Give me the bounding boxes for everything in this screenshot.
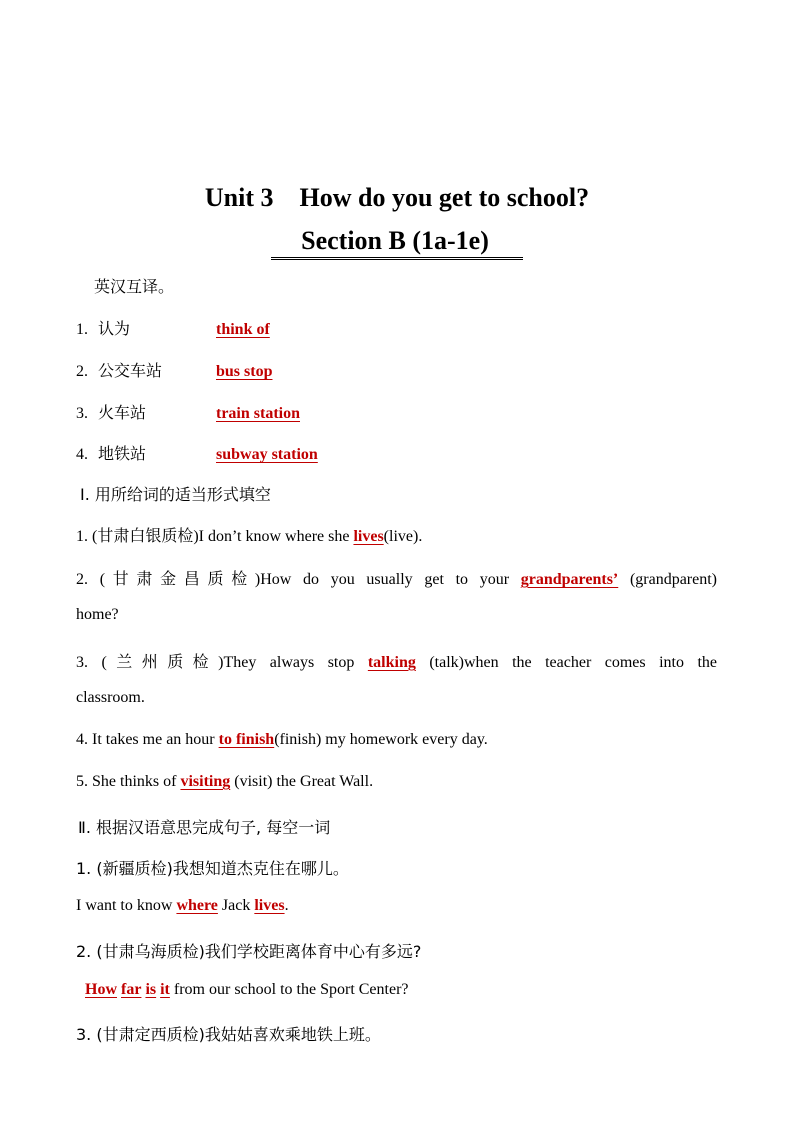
answer: it	[160, 981, 170, 998]
sentence-text: Jack	[217, 897, 255, 914]
vocab-num: 4.	[76, 446, 88, 463]
question-hint: (grandparent)	[618, 571, 718, 588]
answer: where	[176, 897, 218, 914]
answer: far	[121, 981, 142, 998]
part2-question-1-source: 1. (新疆质检)我想知道杰克住在哪儿。	[76, 859, 349, 878]
vocab-chinese: 地铁站	[98, 444, 147, 463]
question-source: 甘肃金昌质检	[105, 569, 255, 588]
part1-question-5	[76, 773, 373, 791]
part2-question-2-source: 2. (甘肃乌海质检)我们学校距离体育中心有多远?	[76, 942, 422, 961]
vocab-chinese: 认为	[98, 319, 131, 338]
vocab-answer: subway station	[216, 446, 318, 463]
answer: visiting	[180, 773, 231, 790]
page-title: Unit 3 How do you get to school?	[204, 183, 590, 212]
part1-question-3-cont: classroom.	[76, 689, 145, 706]
sentence-text: from our school to the Sport Center?	[169, 981, 409, 998]
question-prefix: 2. (	[76, 571, 106, 588]
answer: is	[145, 981, 157, 998]
sentence-text: .	[284, 897, 289, 914]
answer: to finish	[218, 731, 275, 748]
question-text: 4. It takes me an hour	[76, 731, 219, 748]
vocab-num: 3.	[76, 405, 88, 422]
vocab-item	[76, 316, 270, 339]
question-text: )How do you usually get to your	[254, 571, 521, 588]
vocab-num: 1.	[76, 321, 88, 338]
part1-question-1	[76, 523, 422, 546]
part1-question-2-cont: home?	[76, 606, 119, 623]
vocab-num: 2.	[76, 363, 88, 380]
part1-question-3	[76, 649, 717, 672]
section-subtitle	[0, 226, 794, 260]
question-prefix: 1. (	[76, 528, 98, 545]
section-subtitle-text: Section B (1a-1e)	[271, 226, 523, 260]
part2-question-2	[85, 981, 409, 999]
vocab-item	[76, 400, 300, 423]
question-source: 甘肃白银质检	[97, 526, 194, 545]
question-hint: (visit) the Great Wall.	[230, 773, 374, 790]
question-prefix: 3. (	[76, 654, 107, 671]
question-hint: (talk)when the teacher comes into the	[415, 654, 717, 671]
answer: grandparents’	[520, 571, 619, 588]
part2-heading: Ⅱ. 根据汉语意思完成句子, 每空一词	[78, 818, 331, 837]
question-source: 兰州质检	[106, 652, 219, 671]
answer: lives	[353, 528, 384, 545]
part2-question-1	[76, 897, 289, 915]
vocab-answer: bus stop	[216, 363, 273, 380]
answer: lives	[254, 897, 285, 914]
part1-question-2	[76, 566, 717, 589]
vocab-answer: train station	[216, 405, 300, 422]
question-hint: (finish) my homework every day.	[274, 731, 488, 748]
part1-question-4	[76, 731, 488, 749]
vocab-item	[76, 358, 272, 381]
question-text: 5. She thinks of	[76, 773, 181, 790]
answer: talking	[367, 654, 416, 671]
vocab-answer: think of	[216, 321, 270, 338]
question-text: )They always stop	[218, 654, 368, 671]
sentence-text: I want to know	[76, 897, 177, 914]
part1-heading: Ⅰ. 用所给词的适当形式填空	[80, 485, 271, 504]
vocab-item	[76, 441, 318, 464]
part2-question-3-source: 3. (甘肃定西质检)我姑姑喜欢乘地铁上班。	[76, 1025, 381, 1044]
answer: How	[85, 981, 117, 998]
question-text: )I don’t know where she	[193, 528, 354, 545]
vocab-heading: 英汉互译。	[94, 277, 175, 296]
vocab-chinese: 公交车站	[98, 361, 163, 380]
question-hint: (live).	[383, 528, 423, 545]
vocab-chinese: 火车站	[98, 403, 147, 422]
